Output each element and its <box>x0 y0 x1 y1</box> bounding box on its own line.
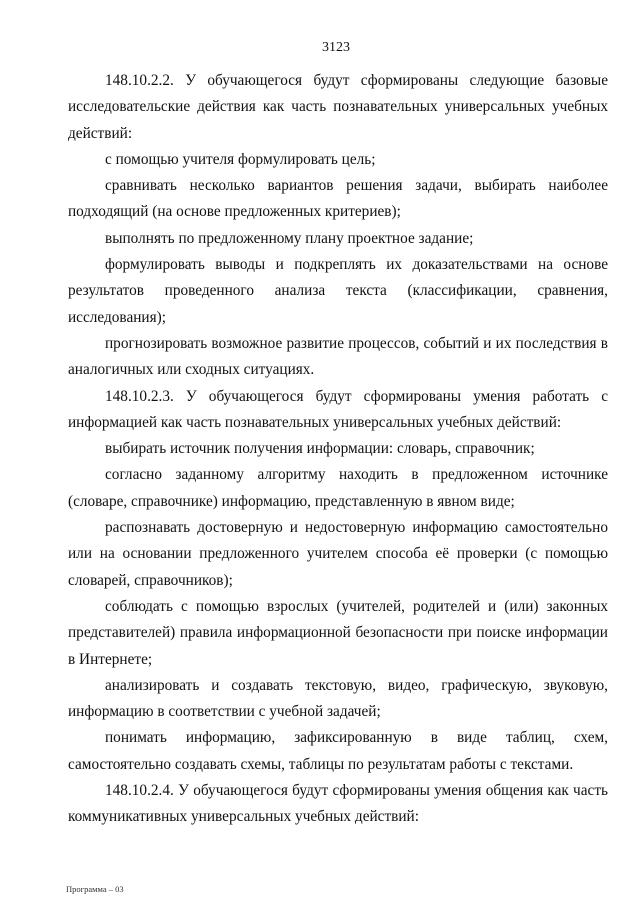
paragraph: формулировать выводы и подкреплять их доказательствами на основе результатов проведенного анализа текста (классификации, сравнения, исследования); <box>68 256 608 326</box>
paragraph: распознавать достоверную и недостоверную информацию самостоятельно или на основании предложенного учителем способа её проверки (с помощью словарей, справочников); <box>68 519 608 589</box>
paragraph: соблюдать с помощью взрослых (учителей, родителей и (или) законных представителей) правила информационной безопасности при поиске информации в Интернете; <box>68 597 608 668</box>
paragraph-148-10-2-2: 148.10.2.2. У обучающегося будут сформированы следующие базовые исследовательские действия как часть познавательных универсальных учебных действий: <box>68 72 608 142</box>
paragraph: прогнозировать возможное развитие процессов, событий и их последствия в аналогичных или сходных ситуациях. <box>68 334 608 379</box>
paragraph-148-10-2-4: 148.10.2.4. У обучающегося будут сформированы умения общения как часть коммуникативных универсальных учебных действий: <box>68 782 608 826</box>
paragraph: анализировать и создавать текстовую, видео, графическую, звуковую, информацию в соответствии с учебной задачей; <box>68 676 608 721</box>
page-footer: Программа – 03 <box>66 884 124 894</box>
paragraph: выбирать источник получения информации: словарь, справочник; <box>105 440 535 458</box>
document-body <box>68 68 608 831</box>
paragraph-148-10-2-3: 148.10.2.3. У обучающегося будут сформированы умения работать с информацией как часть познавательных универсальных учебных действий: <box>68 387 608 431</box>
paragraph: сравнивать несколько вариантов решения задачи, выбирать наиболее подходящий (на основе предложенных критериев); <box>68 177 608 221</box>
paragraph: с помощью учителя формулировать цель; <box>105 150 376 168</box>
paragraph: понимать информацию, зафиксированную в виде таблиц, схем, самостоятельно создавать схемы, таблицы по результатам работы с текстами. <box>68 729 608 773</box>
paragraph: согласно заданному алгоритму находить в предложенном источнике (словаре, справочнике) информацию, представленную в явном виде; <box>68 466 608 510</box>
paragraph: выполнять по предложенному плану проектное задание; <box>105 229 474 247</box>
page-number: 3123 <box>322 40 350 55</box>
